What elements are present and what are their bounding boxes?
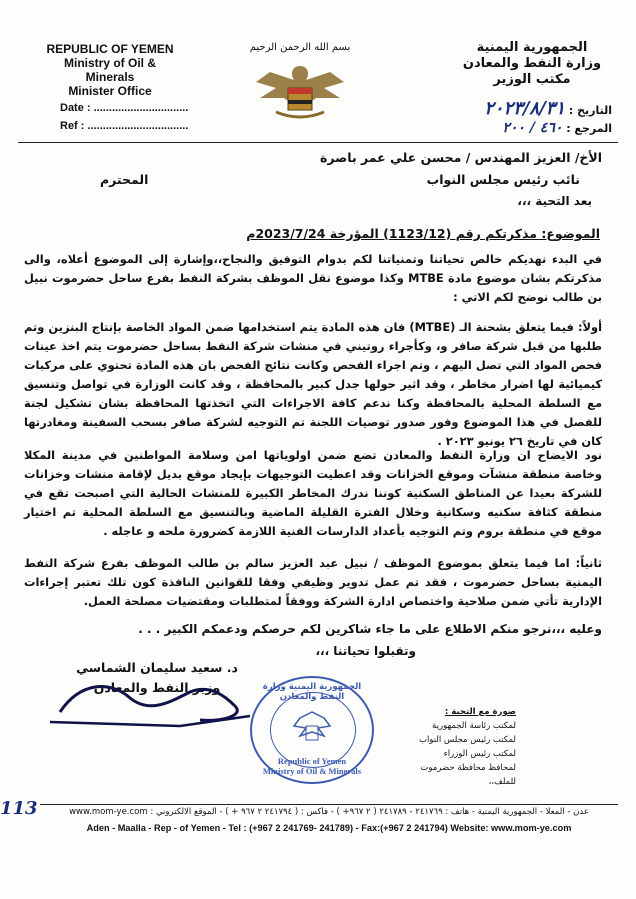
intro-paragraph: في البدء نهديكم خالص تحياتنا وتمنياتنا لكم بدوام التوفيق والنجاح،،وإشارة إلى الموضوع أعلاه، والى مذكرتكم بشان موضوع مادة MTBE وكذا موضوع نقل الموظف بشركة النفط بفرع ساحل حضرموت نبيل بن طالب نوضح لكم الاتي : [24, 252, 602, 304]
copies-item: لمكتب رئاسة الجمهورية [432, 721, 516, 731]
copies-item: لمكتب رئيس الوزراء [443, 749, 516, 759]
recipient: الأخ/ العزيز المهندس / محسن علي عمر باصرة [320, 150, 602, 165]
letterhead-line: Minerals [85, 70, 135, 84]
letterhead-line-ar: مكتب الوزير [493, 72, 571, 87]
honorific: المحترم [100, 172, 149, 187]
ref-dots: ................................. [87, 120, 189, 132]
letterhead-line-ar: الجمهورية اليمنية [476, 40, 588, 55]
official-seal [250, 676, 374, 784]
footer-divider [40, 804, 618, 805]
recipient-title: نائب رئيس مجلس النواب [426, 172, 580, 187]
signature-icon [20, 662, 260, 742]
paragraph-second: نود الايضاح ان وزارة النفط والمعادن تضع ضمن اولوياتها امن وسلامة المواطنين في مدينة المكلا وخاصة منطقة منشآت وموقع الخزانات وقد اعطيت التوجيهات بإيجاد موقع بديل لإقامة منشات وخزانات للشركة بعيدا عن المناطق السكنية كوننا ندرك المخاطر الكبيرة للمنشات الحالية التي اصبحت تقع في منطقة كثافة سكنيه وسكانية وخلال الفترة القليلة الماضية وبالتنسيق مع السلطة المحلية تم اختيار موقع في منطقة بروم وتم التوجيه بأعداد الدارسات الفنية اللازمة كضرورة ملحه و عاجله . [24, 448, 602, 538]
ref-label-ar: المرجع : [566, 122, 612, 135]
paragraph-first: أولاً: فيما يتعلق بشحنة الـ (MTBE) فان هذه المادة يتم استخدامها ضمن المواد الخاصة بإنتاج البنزين وتم طلبها من قبل شركة صافر و، وكأجراء روتيني في منشات شركة النفط بساحل حضرموت يتم اخذ عينات فحص المواد التي تصل اليهم ، وتم اجراء الفحص وكانت نتائج الفحص بان هذه المادة تحتوي على مركبات كيميائية لها اضرار مخاطر ، وقد اثير حولها جدل كبير بالمحافظة ، وقد كانت الوزارة في تواصل وتنسيق مع السلطة المحلية بالمحافظة وكنا ندعم كافة الاجراءات التي اتخذتها المحافظة بشان تشكيل لجنة للفصل في هذا الموضوع وفور صدور توصيات اللجنة تم التوجيه لشركة صافر بسحب السفينة ومغادرتها كان في تاريخ ٢٦ يونيو ٢٠٢٣ . [24, 320, 602, 448]
seal-emblem-icon [292, 708, 332, 748]
copies-item: لمكتب رئيس مجلس النواب [418, 735, 516, 745]
copies-list [366, 705, 516, 789]
seal-text-ar: الجمهورية اليمنية وزارة النفط والمعادن [262, 682, 362, 702]
date-field-ar [382, 98, 612, 119]
letterhead-line: REPUBLIC OF YEMEN [46, 42, 174, 56]
ref-field-en [60, 120, 188, 132]
subject-line: الموضوع: مذكرتكم رقم (1123/12) المؤرخة 2023/7/24م [246, 226, 600, 241]
ref-label: Ref : [60, 120, 85, 132]
copies-item: للملف،، [488, 777, 516, 787]
signer-title: وزير النفط والمعادن [93, 680, 221, 695]
letterhead-line: Minister Office [68, 84, 152, 98]
basmala: بسم الله الرحمن الرحيم [249, 42, 351, 53]
english-letterhead [20, 42, 200, 98]
date-dots: ............................... [93, 102, 189, 114]
letterhead-line: Ministry of Oil & [63, 56, 156, 70]
header-divider [18, 142, 618, 143]
copies-item: لمحافظ محافظة حضرموت [420, 763, 516, 773]
ref-value: ٤٦٠ / ٢٠٠ [502, 120, 563, 136]
margin-note [0, 798, 42, 819]
greeting: بعد التحية ،،، [517, 194, 592, 208]
date-label-ar: التاريخ : [568, 104, 612, 117]
signer-name: د. سعيد سليمان الشماسي [76, 660, 238, 675]
closing-request: وعليه ،،،نرجو منكم الاطلاع على ما جاء شاكرين لكم حرصكم ودعمكم الكبير . . . [138, 622, 602, 636]
footer-english: Aden - Maalla - Rep - of Yemen - Tel : (+967 2 241769- 241789) - Fax:(+967 2 241794) Website: www.mom-ye.com [86, 823, 572, 833]
seal-text-en: Republic of Yemen Ministry of Oil & Minerals [262, 756, 362, 776]
copies-heading: صورة مع التحية : [444, 707, 516, 717]
date-field-en [60, 102, 188, 114]
ref-field-ar [382, 120, 612, 136]
date-label: Date : [60, 102, 91, 114]
date-value: ٢٠٢٣/٨/٣١ [484, 98, 566, 119]
letterhead-line-ar: وزارة النفط والمعادن [462, 56, 602, 71]
closing-regards: وتقبلوا تحياتنا ،،، [315, 644, 416, 658]
footer-arabic: عدن - المعلا - الجمهورية اليمنية - هاتف : ٢٤١٧٦٩ - ٢٤١٧٨٩ ( ٢ ٩٦٧+ ) - فاكس : ( ٢٤١٧٩٤ ٢ ٩٦٧ + ) - الموقع الالكتروني : www.mom-ye.com [69, 807, 589, 817]
margin-note-text: 113 [0, 798, 38, 819]
arabic-letterhead [452, 40, 612, 88]
paragraph-third: ثانياً: اما فيما يتعلق بموضوع الموظف / نبيل عبد العزيز سالم بن طالب الموظف بفرع شركة النفط اليمنية بساحل حضرموت ، فقد تم عمل تدوير وظيفي وفقا للقوانين النافذة كون تلك تعتبر إجراءات الإدارية تأتي ضمن صلاحية واختصاص ادارة الشركة ووفقاً لمتطلبات ومقتضيات مصلحة العمل. [24, 556, 602, 608]
eagle-emblem-icon [250, 58, 350, 124]
